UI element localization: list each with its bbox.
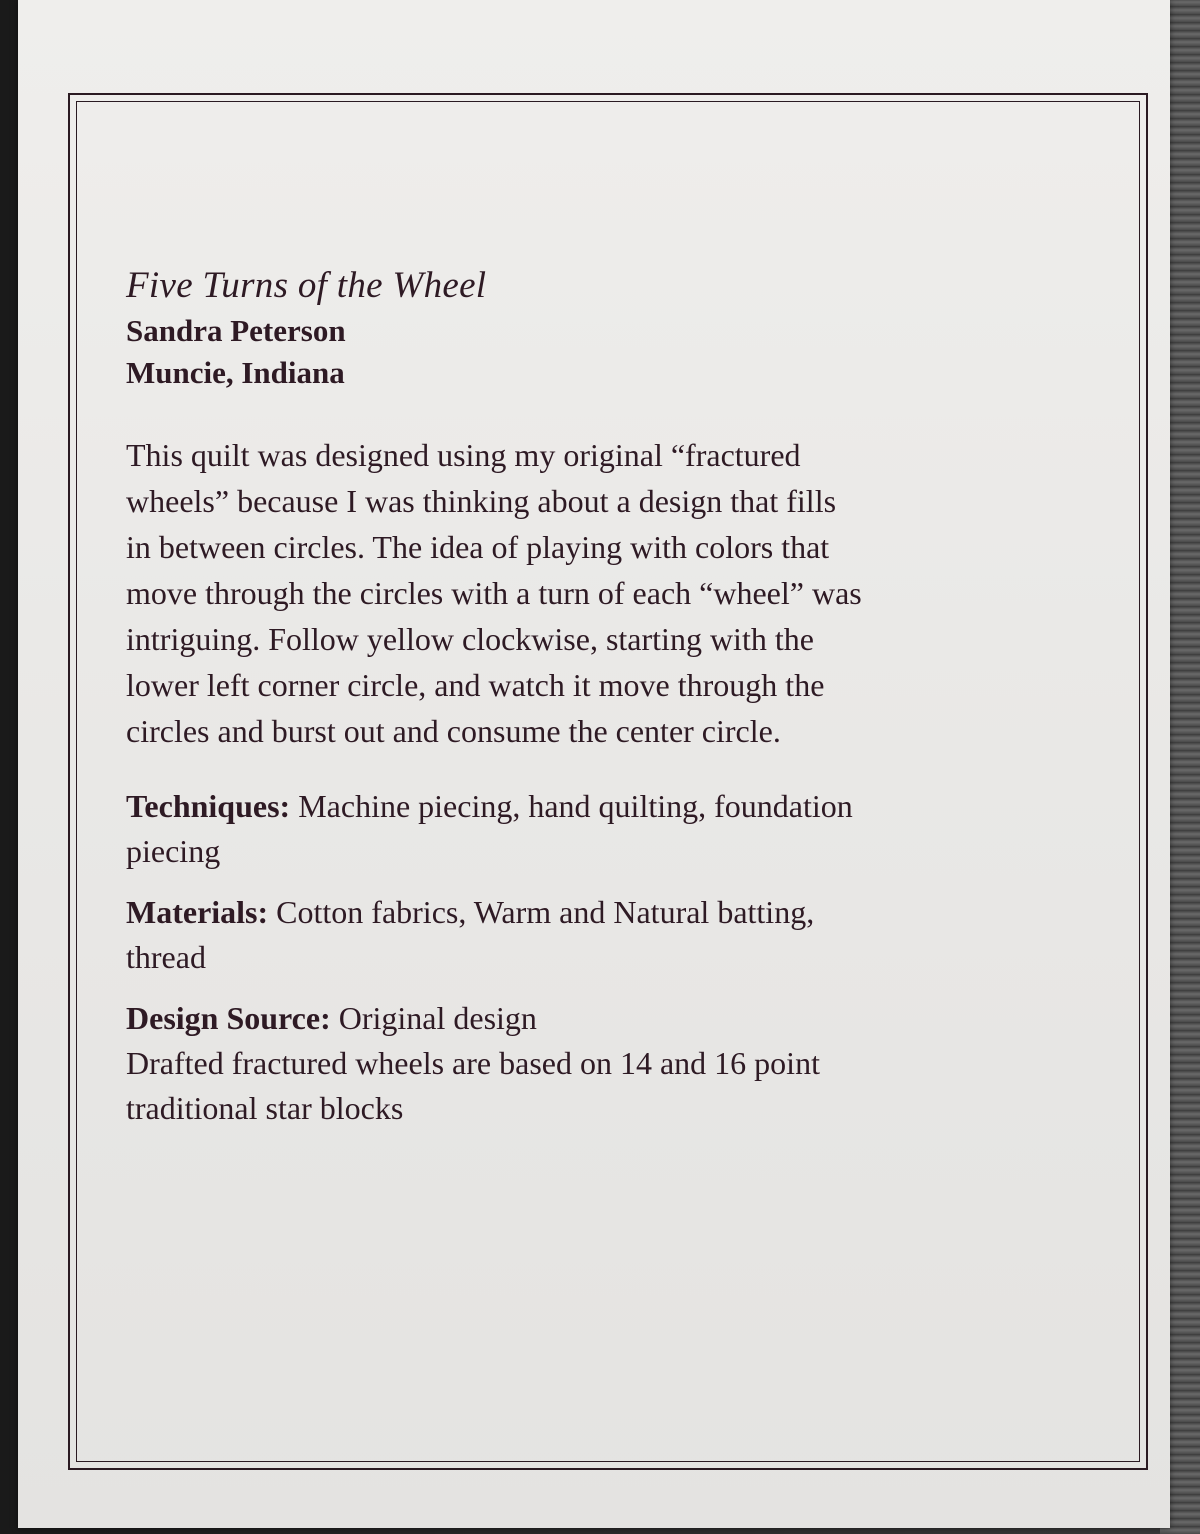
- design-source-section: [126, 996, 1086, 1131]
- statement-line: This quilt was designed using my original “fractured: [126, 437, 801, 473]
- quilt-label-card: [18, 0, 1170, 1528]
- materials-value: Cotton fabrics, Warm and Natural batting,: [268, 894, 815, 930]
- techniques-section: [126, 784, 1086, 874]
- materials-value-cont: thread: [126, 939, 206, 975]
- maker-name: Sandra Peterson: [126, 313, 346, 348]
- techniques-label: Techniques:: [126, 788, 291, 824]
- techniques-value-cont: piecing: [126, 833, 221, 869]
- maker-location: Muncie, Indiana: [126, 355, 345, 390]
- statement-line: circles and burst out and consume the center circle.: [126, 713, 781, 749]
- statement-line: move through the circles with a turn of each “wheel” was: [126, 575, 862, 611]
- label-content: [126, 262, 1086, 1131]
- design-source-label: Design Source:: [126, 1000, 331, 1036]
- design-source-note: Drafted fractured wheels are based on 14 and 16 point: [126, 1045, 820, 1081]
- materials-label: Materials:: [126, 894, 269, 930]
- statement-line: wheels” because I was thinking about a design that fills: [126, 483, 837, 519]
- design-source-value: Original design: [330, 1000, 537, 1036]
- quilt-title: Five Turns of the Wheel: [126, 265, 487, 306]
- techniques-value: Machine piecing, hand quilting, foundation: [290, 788, 853, 824]
- design-source-note-cont: traditional star blocks: [126, 1090, 404, 1126]
- statement-line: intriguing. Follow yellow clockwise, starting with the: [126, 621, 814, 657]
- statement-line: lower left corner circle, and watch it move through the: [126, 667, 825, 703]
- artist-statement: [126, 432, 1086, 754]
- materials-section: [126, 890, 1086, 980]
- statement-line: in between circles. The idea of playing with colors that: [126, 529, 830, 565]
